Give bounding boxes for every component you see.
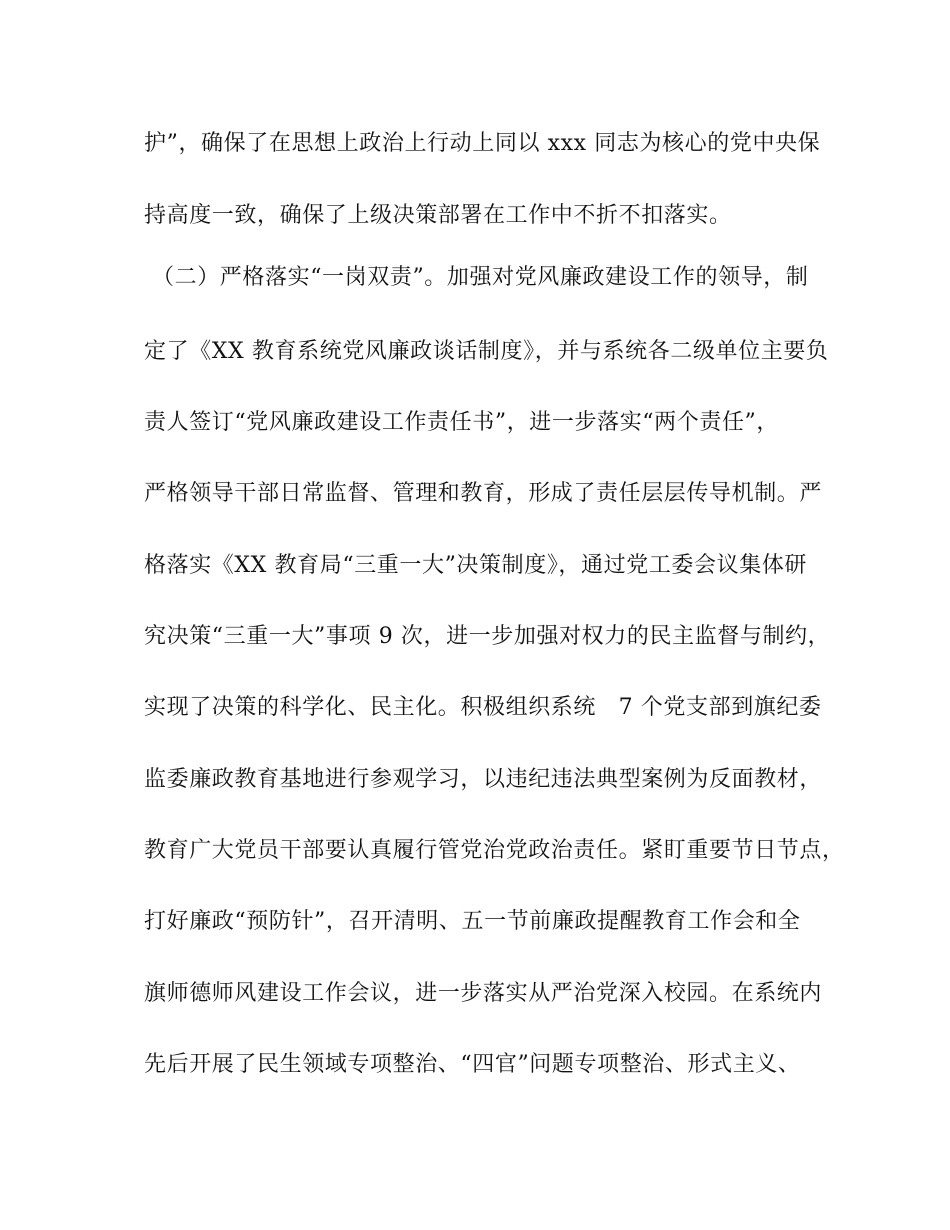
section-heading-line: （二）严格落实“一岗双责”。加强对党风廉政建设工作的领导，制: [152, 265, 809, 290]
body-text-line: 严格领导干部日常监督、管理和教育，形成了责任层层传导机制。严: [144, 481, 823, 506]
body-text-line: 定了《XX 教育系统党风廉政谈话制度》，并与系统各二级单位主要负: [144, 339, 829, 364]
body-text-line: 持高度一致，确保了上级决策部署在工作中不折不扣落实。: [144, 203, 732, 228]
body-text-line: 打好廉政“预防针”，召开清明、五一节前廉政提醒教育工作会和全: [144, 909, 801, 934]
body-text-line: 监委廉政教育基地进行参观学习，以违纪违法典型案例为反面教材，: [144, 767, 823, 792]
body-text-line: 护”，确保了在思想上政治上行动上同以 xxx 同志为核心的党中央保: [144, 131, 821, 156]
body-text-line: 实现了决策的科学化、民主化。积极组织系统 7 个党支部到旗纪委: [144, 695, 822, 720]
body-text-line: 先后开展了民生领域专项整治、“四官”问题专项整治、形式主义、: [144, 1052, 801, 1077]
body-text-line: 责人签订“党风廉政建设工作责任书”，进一步落实“两个责任”，: [144, 410, 779, 435]
body-text-line: 格落实《XX 教育局“三重一大”决策制度》，通过党工委会议集体研: [144, 553, 808, 578]
body-text-line: 旗师德师风建设工作会议，进一步落实从严治党深入校园。在系统内: [144, 981, 823, 1006]
body-text-line: 究决策“三重一大”事项 9 次，进一步加强对权力的民主监督与制约，: [144, 624, 831, 649]
body-text-line: 教育广大党员干部要认真履行管党治党政治责任。紧盯重要节日节点，: [144, 838, 845, 863]
